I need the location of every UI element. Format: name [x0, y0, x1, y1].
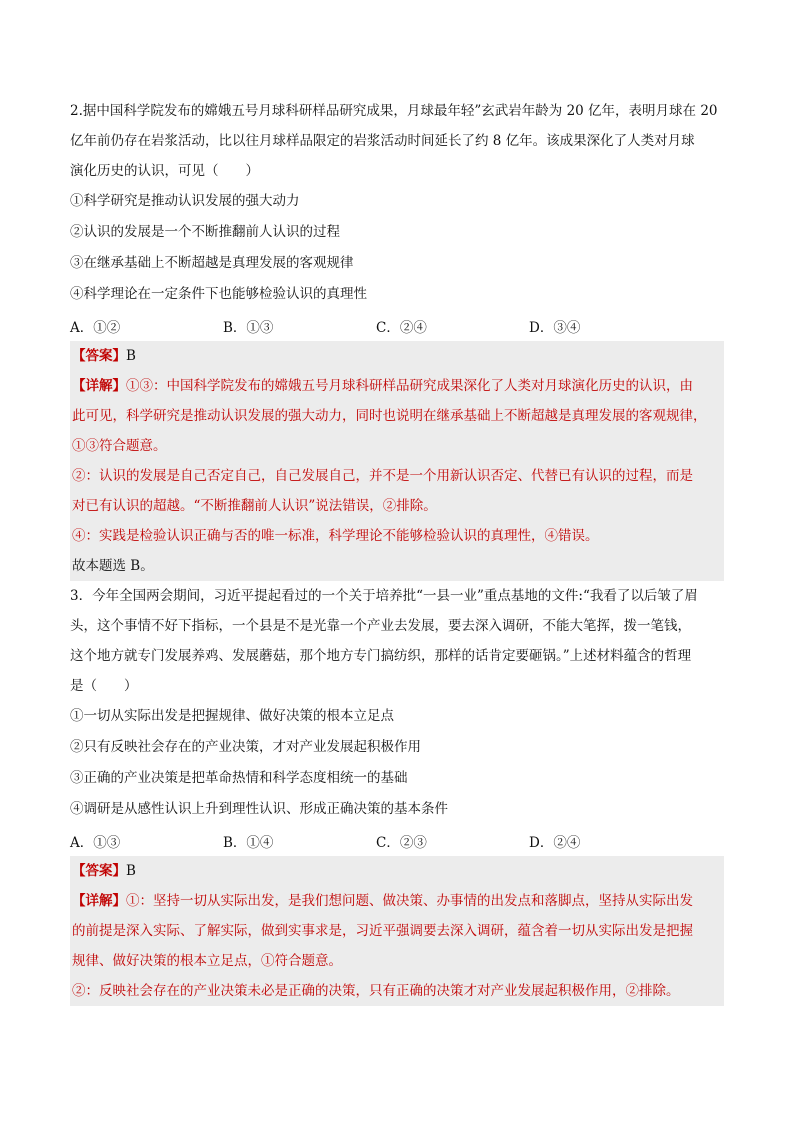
- detail-tag: 【详解】: [72, 378, 126, 394]
- question-2-statement-1: ①科学研究是推动认识发展的强大动力: [70, 193, 300, 209]
- answer-tag: 【答案】: [72, 863, 126, 879]
- question-3-stem-line-3: 这个地方就专门发展养鸡、发展蘑菇，那个地方专门搞纺织，那样的话肯定要砸锅。”上述材料蕴含的哲理: [70, 648, 692, 664]
- question-3-answer-box: [70, 856, 724, 1006]
- question-2-choice-a: A．①②: [70, 319, 121, 336]
- answer-tag: 【答案】: [72, 348, 126, 364]
- question-3-statement-2: ②只有反映社会存在的产业决策，才对产业发展起积极作用: [70, 739, 421, 755]
- question-3-detail-line-1: 【详解】①：坚持一切从实际出发，是我们想问题、做决策、办事情的出发点和落脚点，坚持从实际出发: [72, 893, 693, 909]
- question-2-detail-2-line-1: ②：认识的发展是自己否定自己，自己发展自己，并不是一个用新认识否定、代替已有认识的过程，而是: [72, 468, 693, 484]
- question-2-statement-3: ③在继承基础上不断超越是真理发展的客观规律: [70, 255, 354, 271]
- question-3-stem-line-1: 3．今年全国两会期间，习近平提起看过的一个关于培养批“一县一业”重点基地的文件:“我看了以后皱了眉: [70, 588, 698, 604]
- question-3-statement-4: ④调研是从感性认识上升到理性认识、形成正确决策的基本条件: [70, 801, 448, 817]
- question-2-choice-d: D．③④: [529, 319, 581, 336]
- question-2-stem-line-1: 2.据中国科学院发布的嫦娥五号月球科研样品研究成果，月球最年轻”玄武岩年龄为 20 亿年，表明月球在 20: [70, 103, 718, 119]
- question-2-choice-b: B．①③: [223, 319, 274, 336]
- question-3-choice-d: D．②④: [529, 834, 581, 851]
- question-2-detail-3: ④：实践是检验认识正确与否的唯一标准，科学理论不能够检验认识的真理性，④错误。: [72, 528, 599, 544]
- question-3-answer: [72, 856, 722, 886]
- question-3-detail-2: ②：反映社会存在的产业决策未必是正确的决策，只有正确的决策才对产业发展起积极作用，②排除。: [72, 983, 680, 999]
- question-2-conclusion: 故本题选 B。: [72, 558, 154, 574]
- question-2-detail-line-1: 【详解】①③：中国科学院发布的嫦娥五号月球科研样品研究成果深化了人类对月球演化历史的认识，由: [72, 378, 693, 394]
- answer-value: B: [126, 863, 136, 879]
- question-2-answer: [72, 341, 722, 371]
- question-3-choice-c: C．②③: [376, 834, 427, 851]
- answer-value: B: [126, 348, 136, 364]
- question-3-stem-line-4: 是（ ）: [70, 678, 138, 694]
- question-3-statement-1: ①一切从实际出发是把握规律、做好决策的根本立足点: [70, 708, 394, 724]
- question-3-detail-line-2: 的前提是深入实际、了解实际，做到实事求是，习近平强调要去深入调研，蕴含着一切从实际出发是把握: [72, 923, 693, 939]
- question-3-choice-a: A．①③: [70, 834, 121, 851]
- question-2-answer-box: [70, 341, 724, 581]
- question-3-statement-3: ③正确的产业决策是把革命热情和科学态度相统一的基础: [70, 770, 408, 786]
- question-2-choices: [70, 310, 724, 341]
- question-3-choice-b: B．①④: [223, 834, 274, 851]
- document-page: [70, 96, 724, 1006]
- question-3-stem-line-2: 头，这个事情不好下指标，一个县是不是光靠一个产业去发展，要去深入调研，不能大笔挥，拨一笔钱，: [70, 618, 691, 634]
- question-2-choice-c: C．②④: [376, 319, 427, 336]
- question-2: [70, 96, 724, 581]
- question-2-stem-line-3: 演化历史的认识，可见（ ）: [70, 163, 259, 179]
- question-3-detail-line-3: 规律、做好决策的根本立足点，①符合题意。: [72, 953, 342, 969]
- question-2-stem-line-2: 亿年前仍存在岩浆活动，比以往月球样品限定的岩浆活动时间延长了约 8 亿年。该成果深化了人类对月球: [70, 133, 695, 149]
- question-2-statement-2: ②认识的发展是一个不断推翻前人认识的过程: [70, 224, 340, 240]
- question-2-detail-2-line-2: 对已有认识的超越。“不断推翻前人认识”说法错误，②排除。: [72, 498, 437, 514]
- question-2-detail-line-2: 此可见，科学研究是推动认识发展的强大动力，同时也说明在继承基础上不断超越是真理发展的客观规律，: [72, 408, 707, 424]
- question-2-statement-4: ④科学理论在一定条件下也能够检验认识的真理性: [70, 286, 367, 302]
- question-2-detail-line-3: ①③符合题意。: [72, 438, 167, 454]
- question-3-choices: [70, 825, 724, 856]
- detail-tag: 【详解】: [72, 893, 126, 909]
- question-3: [70, 581, 724, 1006]
